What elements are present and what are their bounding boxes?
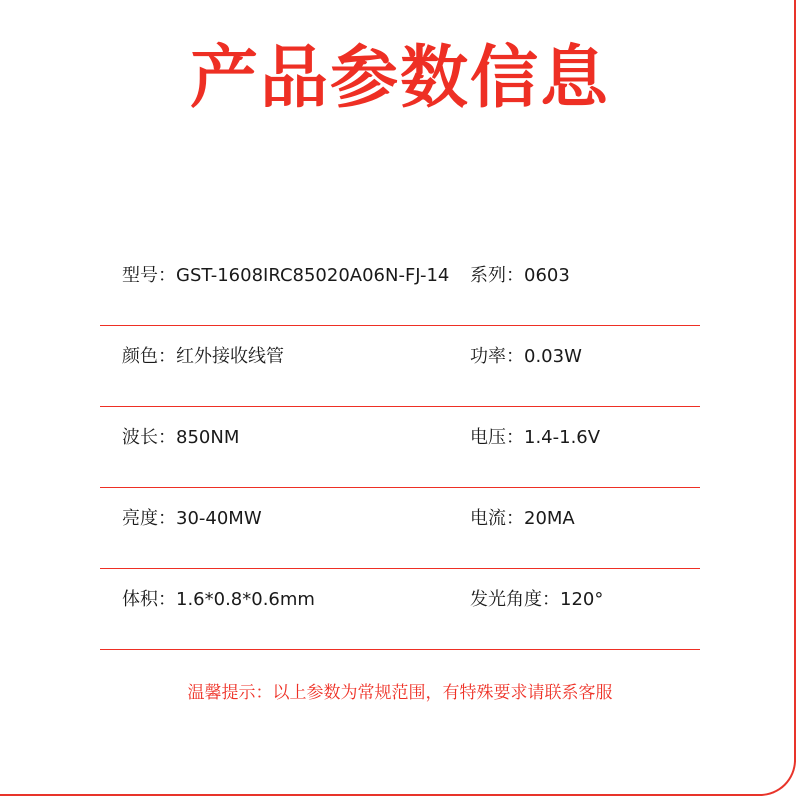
table-row: [100, 326, 700, 407]
spec-dimensions: 体积：1.6*0.8*0.6mm: [122, 589, 315, 610]
spec-brightness: 亮度：30-40MW: [122, 508, 262, 529]
spec-wavelength: 波长：850NM: [122, 427, 240, 448]
spec-current: 电流：20MA: [470, 508, 575, 529]
spec-table: [100, 245, 700, 650]
spec-model: 型号：GST-1608IRC85020A06N-FJ-14: [122, 265, 450, 286]
spec-color: 颜色：红外接收线管: [122, 346, 284, 367]
frame-corner-decoration: [760, 760, 796, 796]
spec-voltage: 电压：1.4-1.6V: [470, 427, 601, 448]
table-row: [100, 569, 700, 650]
page-title: 产品参数信息: [189, 39, 610, 118]
frame-bottom-border: [0, 794, 762, 796]
spec-view-angle: 发光角度：120°: [470, 589, 604, 610]
warm-tip-note: 温馨提示：以上参数为常规范围，有特殊要求请联系客服: [187, 683, 613, 703]
table-row: [100, 245, 700, 326]
spec-power: 功率：0.03W: [470, 346, 582, 367]
table-row: [100, 488, 700, 569]
spec-series: 系列：0603: [470, 265, 570, 286]
table-row: [100, 407, 700, 488]
